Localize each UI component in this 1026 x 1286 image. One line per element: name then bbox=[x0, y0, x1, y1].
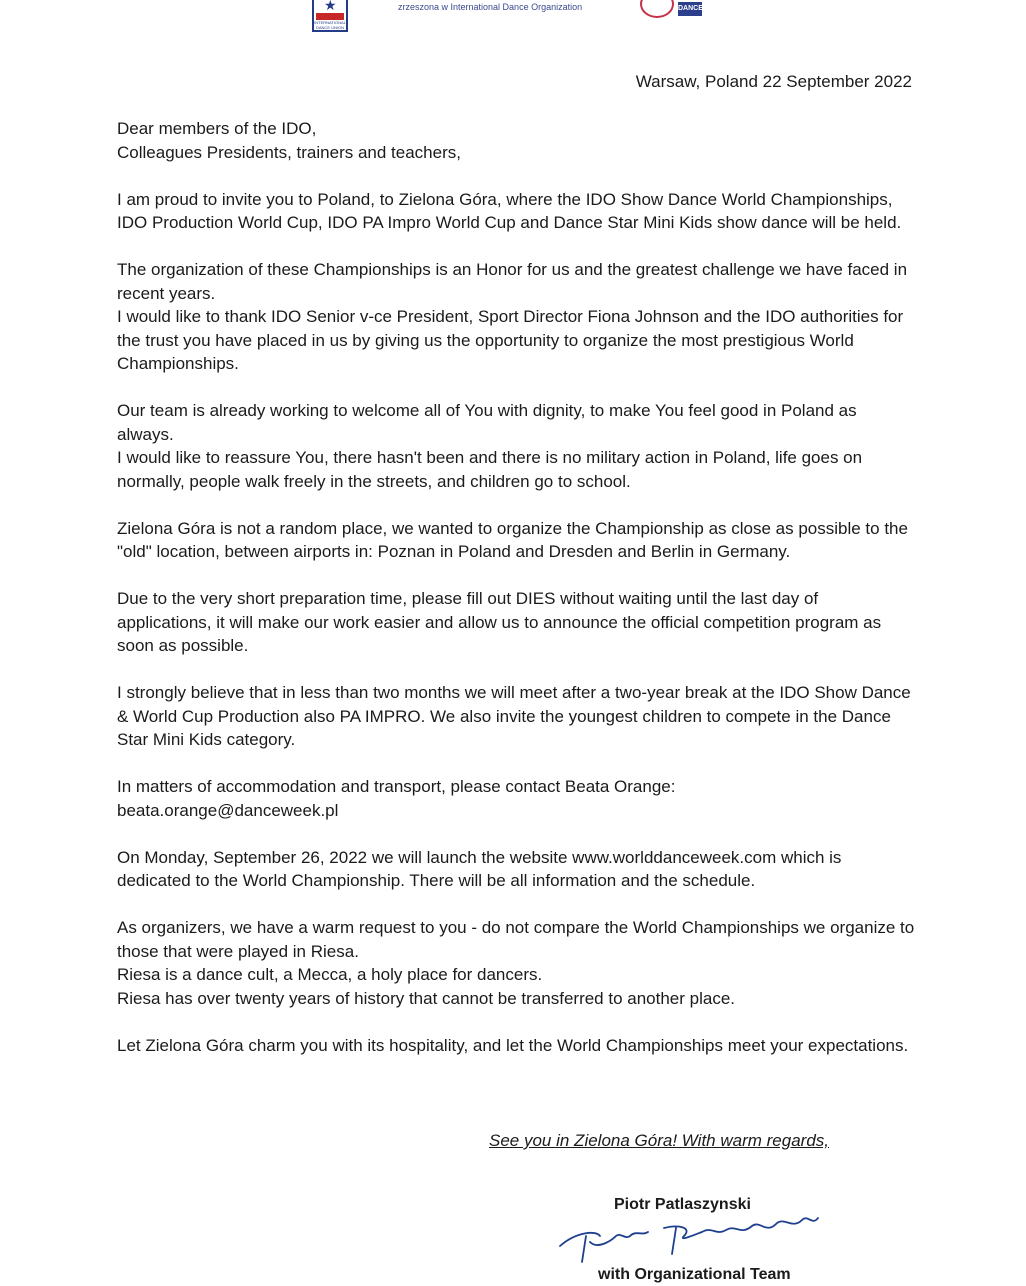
logo-right-text: DANCE bbox=[678, 2, 702, 16]
union-logo bbox=[312, 0, 348, 32]
riesa-line-2: Riesa has over twenty years of history that cannot be transferred to another place. bbox=[117, 988, 736, 1008]
letterhead-caption: zrzeszona w International Dance Organization bbox=[398, 2, 583, 12]
date-line: Warsaw, Poland 22 September 2022 bbox=[635, 72, 912, 91]
salutation-line-1: Dear members of the IDO, bbox=[117, 119, 317, 138]
paragraph-contact bbox=[117, 775, 917, 822]
paragraph-invite: I am proud to invite you to Poland, to Zielona Góra, where the IDO Show Dance World Championships, IDO Production World Cup, IDO PA Impro World Cup and Dance Star Mini Kids show dance will be held. bbox=[117, 189, 902, 232]
salutation-line-2: Colleagues Presidents, trainers and teachers, bbox=[117, 142, 461, 162]
thanks-text: I would like to thank IDO Senior v-ce President, Sport Director Fiona Johnson and the IDO authorities for the trust you have placed in us by giving us the opportunity to organize the most prestigious World Championships. bbox=[117, 307, 904, 373]
reassure-text: I would like to reassure You, there hasn't been and there is no military action in Poland, life goes on normally, people walk freely in the streets, and children go to school. bbox=[117, 448, 863, 491]
letterhead bbox=[0, 0, 1026, 40]
request-text: As organizers, we have a warm request to you - do not compare the World Championships we organize to those that were played in Riesa. bbox=[117, 918, 915, 961]
honor-text: The organization of these Championships is an Honor for us and the greatest challenge we have faced in recent years. bbox=[117, 260, 908, 303]
paragraph-honor bbox=[117, 258, 917, 376]
contact-email[interactable]: beata.orange@danceweek.pl bbox=[117, 800, 339, 820]
handwritten-signature bbox=[556, 1206, 828, 1264]
paragraph-charm: Let Zielona Góra charm you with its hospitality, and let the World Championships meet your expectations. bbox=[117, 1035, 909, 1055]
closing-line: See you in Zielona Góra! With warm regards, bbox=[489, 1131, 829, 1150]
paragraph-dies: Due to the very short preparation time, please fill out DIES without waiting until the last day of applications, it will make our work easier and allow us to announce the official competition program as soon as possible. bbox=[117, 589, 882, 655]
paragraph-team bbox=[117, 399, 917, 493]
paragraph-website: On Monday, September 26, 2022 we will launch the website www.worlddanceweek.com which is dedicated to the World Championship. There will be all information and the schedule. bbox=[117, 847, 842, 890]
contact-text: In matters of accommodation and transport, please contact Beata Orange: bbox=[117, 777, 676, 796]
riesa-line-1: Riesa is a dance cult, a Mecca, a holy place for dancers. bbox=[117, 965, 543, 984]
logo-left-text: INTERNATIONAL DANCE UNION bbox=[314, 20, 346, 30]
logo-band bbox=[316, 13, 344, 20]
dance-logo bbox=[640, 0, 704, 20]
letter-body bbox=[117, 117, 917, 1081]
paragraph-location: Zielona Góra is not a random place, we wanted to organize the Championship as close as possible to the "old" location, between airports in: Poznan in Poland and Dresden and Berlin in Germany. bbox=[117, 518, 908, 561]
salutation bbox=[117, 117, 917, 164]
star-icon: ★ bbox=[324, 0, 337, 13]
team-text: Our team is already working to welcome all of You with dignity, to make You feel good in Poland as always. bbox=[117, 401, 857, 444]
paragraph-request bbox=[117, 916, 917, 1010]
paragraph-believe: I strongly believe that in less than two months we will meet after a two-year break at the IDO Show Dance & World Cup Production also PA IMPRO. We also invite the youngest children to compete in the Dance Star Mini Kids category. bbox=[117, 683, 911, 749]
globe-icon bbox=[640, 0, 674, 18]
team-line: with Organizational Team bbox=[598, 1266, 791, 1283]
signer-name: Piotr Patlaszynski bbox=[614, 1196, 751, 1213]
